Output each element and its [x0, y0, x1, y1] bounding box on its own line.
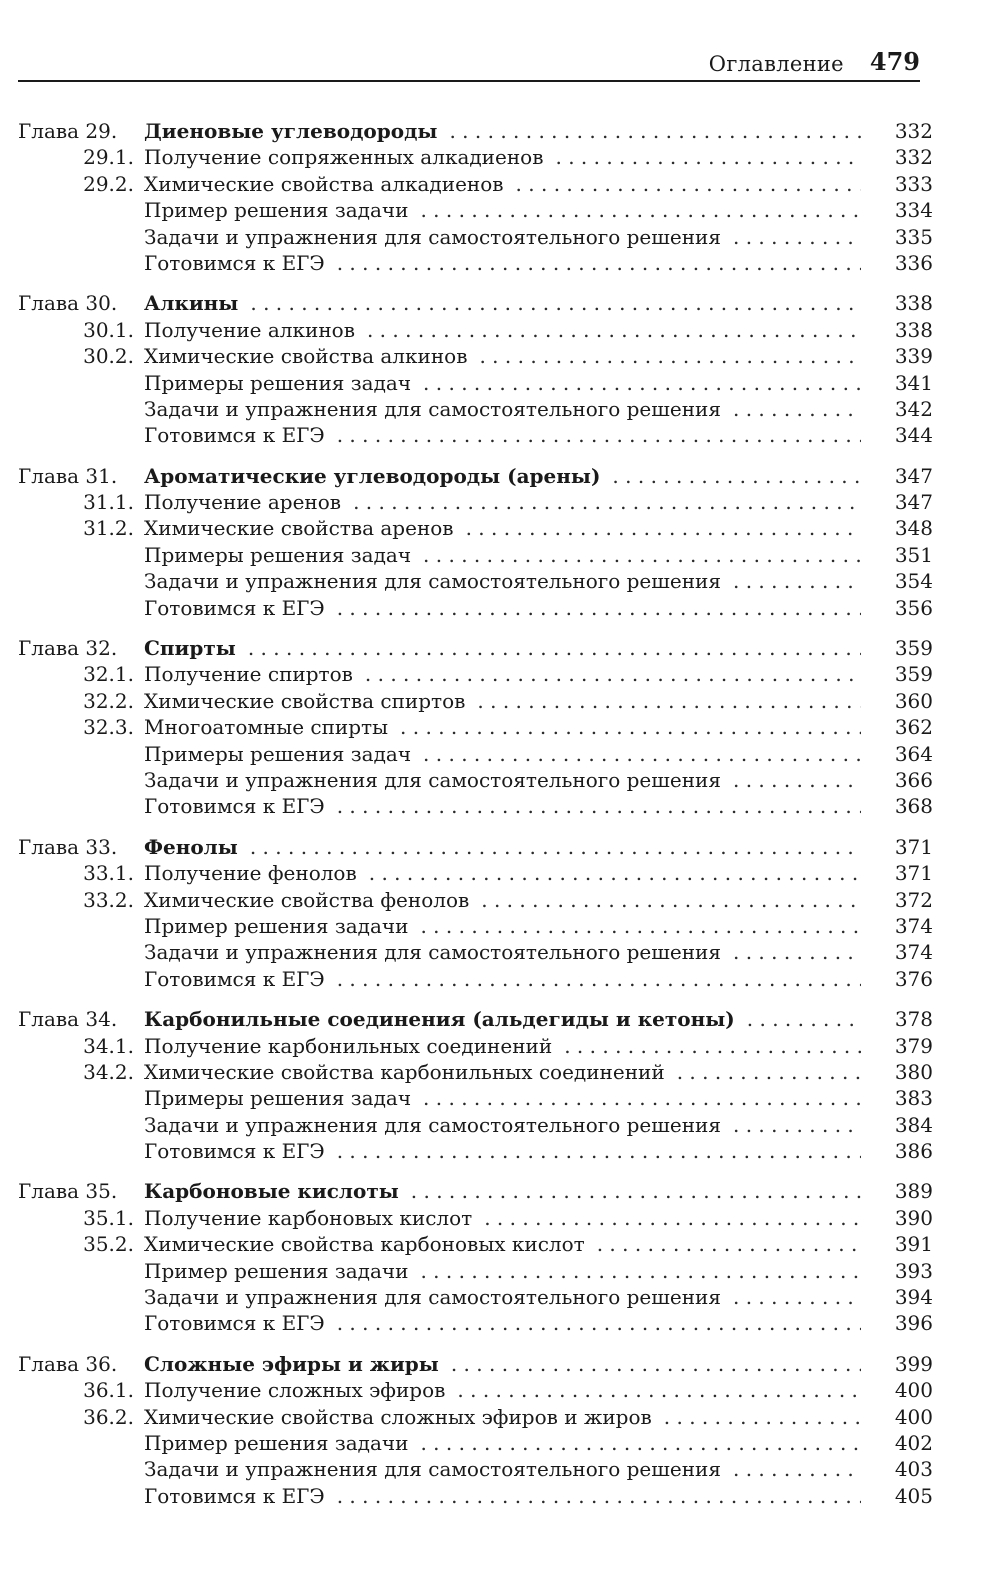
entry-page: 351 — [894, 542, 933, 567]
dot-leader — [337, 595, 861, 621]
section-entry[interactable] — [18, 1456, 933, 1482]
entry-title: Примеры решения задач — [144, 741, 412, 766]
dot-leader — [555, 144, 861, 170]
section-entry[interactable] — [18, 688, 933, 714]
entry-number: Глава 30. — [18, 291, 118, 316]
dot-leader — [248, 635, 861, 661]
section-entry[interactable] — [18, 741, 933, 767]
chapter-entry[interactable] — [18, 635, 933, 661]
entry-title: Карбоновые кислоты — [144, 1179, 399, 1204]
entry-page: 400 — [894, 1378, 933, 1403]
section-entry[interactable] — [18, 793, 933, 819]
dot-leader — [457, 1377, 861, 1403]
entry-number: 29.2. — [83, 171, 134, 196]
entry-number: Глава 35. — [18, 1179, 118, 1204]
entry-title: Ароматические углеводороды (арены) — [144, 463, 601, 488]
entry-title: Химические свойства алкадиенов — [144, 171, 504, 196]
entry-page: 380 — [894, 1059, 933, 1084]
entry-number: Глава 34. — [18, 1007, 118, 1032]
entry-page: 359 — [894, 636, 933, 661]
entry-title: Готовимся к ЕГЭ — [144, 1139, 325, 1164]
dot-leader — [733, 396, 861, 422]
section-entry[interactable] — [18, 767, 933, 793]
chapter-entry[interactable] — [18, 1351, 933, 1377]
dot-leader — [411, 1178, 861, 1204]
chapter-block — [18, 1006, 933, 1164]
section-entry[interactable] — [18, 1483, 933, 1509]
section-entry[interactable] — [18, 343, 933, 369]
dot-leader — [479, 343, 861, 369]
section-entry[interactable] — [18, 1205, 933, 1231]
section-entry[interactable] — [18, 939, 933, 965]
section-entry[interactable] — [18, 966, 933, 992]
entry-number: 35.1. — [83, 1205, 134, 1230]
entry-title: Задачи и упражнения для самостоятельного решения — [144, 1112, 721, 1137]
dot-leader — [250, 834, 861, 860]
entry-number: 30.2. — [83, 344, 134, 369]
entry-page: 338 — [894, 291, 933, 316]
entry-page: 371 — [894, 861, 933, 886]
entry-page: 389 — [894, 1179, 933, 1204]
dot-leader — [733, 939, 861, 965]
section-entry[interactable] — [18, 714, 933, 740]
section-entry[interactable] — [18, 661, 933, 687]
entry-number: 29.1. — [83, 145, 134, 170]
entry-title: Готовимся к ЕГЭ — [144, 250, 325, 275]
section-entry[interactable] — [18, 860, 933, 886]
entry-title: Химические свойства спиртов — [144, 688, 466, 713]
entry-page: 332 — [894, 145, 933, 170]
entry-page: 364 — [894, 741, 933, 766]
section-entry[interactable] — [18, 887, 933, 913]
chapter-block — [18, 118, 933, 276]
chapter-entry[interactable] — [18, 290, 933, 316]
dot-leader — [747, 1006, 861, 1032]
dot-leader — [612, 463, 861, 489]
section-entry[interactable] — [18, 224, 933, 250]
entry-title: Задачи и упражнения для самостоятельного решения — [144, 1285, 721, 1310]
section-entry[interactable] — [18, 197, 933, 223]
dot-leader — [337, 1138, 861, 1164]
dot-leader — [664, 1404, 861, 1430]
dot-leader — [337, 966, 861, 992]
entry-page: 403 — [894, 1457, 933, 1482]
dot-leader — [564, 1033, 861, 1059]
dot-leader — [449, 118, 861, 144]
section-entry[interactable] — [18, 144, 933, 170]
entry-page: 362 — [894, 715, 933, 740]
entry-page: 336 — [894, 250, 933, 275]
dot-leader — [733, 767, 861, 793]
dot-leader — [423, 1085, 861, 1111]
page-number: 479 — [869, 47, 920, 76]
entry-number: 36.2. — [83, 1404, 134, 1429]
entry-title: Задачи и упражнения для самостоятельного решения — [144, 396, 721, 421]
chapter-block — [18, 1178, 933, 1336]
entry-number: 35.2. — [83, 1232, 134, 1257]
entry-page: 342 — [894, 396, 933, 421]
section-entry[interactable] — [18, 913, 933, 939]
entry-title: Химические свойства сложных эфиров и жиров — [144, 1404, 652, 1429]
entry-title: Химические свойства карбоновых кислот — [144, 1232, 585, 1257]
entry-page: 393 — [894, 1258, 933, 1283]
entry-title: Готовимся к ЕГЭ — [144, 1311, 325, 1336]
dot-leader — [477, 688, 861, 714]
entry-title: Пример решения задачи — [144, 1258, 409, 1283]
chapter-block — [18, 834, 933, 992]
entry-page: 390 — [894, 1205, 933, 1230]
section-entry[interactable] — [18, 250, 933, 276]
entry-title: Задачи и упражнения для самостоятельного решения — [144, 569, 721, 594]
entry-page: 341 — [894, 370, 933, 395]
dot-leader — [733, 568, 861, 594]
chapter-entry[interactable] — [18, 118, 933, 144]
dot-leader — [420, 1430, 861, 1456]
entry-title: Пример решения задачи — [144, 1430, 409, 1455]
entry-page: 376 — [894, 966, 933, 991]
entry-page: 374 — [894, 940, 933, 965]
dot-leader — [420, 197, 861, 223]
entry-page: 405 — [894, 1483, 933, 1508]
section-entry[interactable] — [18, 422, 933, 448]
section-entry[interactable] — [18, 1284, 933, 1310]
entry-page: 372 — [894, 887, 933, 912]
dot-leader — [597, 1231, 861, 1257]
entry-title: Химические свойства фенолов — [144, 887, 470, 912]
entry-number: 36.1. — [83, 1378, 134, 1403]
section-entry[interactable] — [18, 595, 933, 621]
entry-title: Фенолы — [144, 834, 238, 859]
section-entry[interactable] — [18, 317, 933, 343]
entry-page: 360 — [894, 688, 933, 713]
dot-leader — [337, 1483, 861, 1509]
entry-title: Готовимся к ЕГЭ — [144, 966, 325, 991]
entry-page: 379 — [894, 1033, 933, 1058]
dot-leader — [353, 489, 861, 515]
chapter-entry[interactable] — [18, 463, 933, 489]
entry-number: Глава 32. — [18, 636, 118, 661]
entry-title: Готовимся к ЕГЭ — [144, 595, 325, 620]
entry-title: Химические свойства аренов — [144, 516, 454, 541]
dot-leader — [367, 317, 861, 343]
entry-page: 368 — [894, 794, 933, 819]
entry-page: 383 — [894, 1086, 933, 1111]
entry-page: 396 — [894, 1311, 933, 1336]
entry-page: 386 — [894, 1139, 933, 1164]
dot-leader — [423, 542, 861, 568]
entry-title: Получение аренов — [144, 490, 342, 515]
section-entry[interactable] — [18, 489, 933, 515]
section-entry[interactable] — [18, 1258, 933, 1284]
dot-leader — [481, 887, 861, 913]
dot-leader — [420, 1258, 861, 1284]
entry-title: Получение сложных эфиров — [144, 1378, 446, 1403]
section-entry[interactable] — [18, 542, 933, 568]
running-head — [18, 44, 920, 82]
entry-number: 30.1. — [83, 317, 134, 342]
entry-number: 34.2. — [83, 1059, 134, 1084]
entry-title: Спирты — [144, 636, 236, 661]
chapter-block — [18, 1351, 933, 1509]
entry-page: 347 — [894, 463, 933, 488]
entry-page: 338 — [894, 317, 933, 342]
entry-page: 335 — [894, 224, 933, 249]
dot-leader — [420, 913, 861, 939]
chapter-entry[interactable] — [18, 834, 933, 860]
section-entry[interactable] — [18, 1138, 933, 1164]
entry-number: Глава 31. — [18, 463, 118, 488]
section-entry[interactable] — [18, 1430, 933, 1456]
dot-leader — [365, 661, 861, 687]
dot-leader — [337, 793, 861, 819]
entry-title: Примеры решения задач — [144, 542, 412, 567]
entry-page: 339 — [894, 344, 933, 369]
section-entry[interactable] — [18, 1112, 933, 1138]
entry-title: Задачи и упражнения для самостоятельного решения — [144, 224, 721, 249]
section-entry[interactable] — [18, 396, 933, 422]
entry-page: 366 — [894, 767, 933, 792]
dot-leader — [423, 370, 861, 396]
entry-title: Получение спиртов — [144, 662, 353, 687]
dot-leader — [677, 1059, 861, 1085]
entry-number: 32.2. — [83, 688, 134, 713]
dot-leader — [400, 714, 861, 740]
table-of-contents — [18, 118, 933, 1523]
dot-leader — [369, 860, 861, 886]
entry-number: Глава 33. — [18, 834, 118, 859]
entry-number: 32.1. — [83, 662, 134, 687]
entry-page: 348 — [894, 516, 933, 541]
entry-number: 34.1. — [83, 1033, 134, 1058]
dot-leader — [516, 171, 861, 197]
entry-page: 332 — [894, 119, 933, 143]
entry-title: Карбонильные соединения (альдегиды и кетоны) — [144, 1007, 735, 1032]
entry-title: Готовимся к ЕГЭ — [144, 794, 325, 819]
entry-page: 402 — [894, 1430, 933, 1455]
entry-title: Получение фенолов — [144, 861, 357, 886]
section-entry[interactable] — [18, 1033, 933, 1059]
entry-page: 374 — [894, 913, 933, 938]
section-entry[interactable] — [18, 370, 933, 396]
section-entry[interactable] — [18, 171, 933, 197]
dot-leader — [337, 250, 861, 276]
entry-title: Получение карбоновых кислот — [144, 1205, 473, 1230]
entry-page: 359 — [894, 662, 933, 687]
entry-title: Получение алкинов — [144, 317, 355, 342]
dot-leader — [733, 1456, 861, 1482]
entry-title: Сложные эфиры и жиры — [144, 1351, 439, 1376]
dot-leader — [250, 290, 861, 316]
entry-number: Глава 36. — [18, 1351, 118, 1376]
chapter-entry[interactable] — [18, 1178, 933, 1204]
dot-leader — [337, 422, 861, 448]
section-entry[interactable] — [18, 1404, 933, 1430]
section-entry[interactable] — [18, 1231, 933, 1257]
entry-title: Задачи и упражнения для самостоятельного решения — [144, 940, 721, 965]
entry-title: Получение карбонильных соединений — [144, 1033, 553, 1058]
section-entry[interactable] — [18, 1059, 933, 1085]
entry-title: Готовимся к ЕГЭ — [144, 423, 325, 448]
entry-title: Химические свойства алкинов — [144, 344, 468, 369]
entry-title: Примеры решения задач — [144, 1086, 412, 1111]
dot-leader — [733, 1284, 861, 1310]
entry-number: 33.2. — [83, 887, 134, 912]
entry-page: 394 — [894, 1285, 933, 1310]
entry-title: Многоатомные спирты — [144, 715, 389, 740]
entry-number: Глава 29. — [18, 119, 118, 143]
entry-page: 378 — [894, 1007, 933, 1032]
chapter-block — [18, 463, 933, 621]
chapter-block — [18, 635, 933, 820]
section-entry[interactable] — [18, 1377, 933, 1403]
dot-leader — [337, 1310, 861, 1336]
chapter-block — [18, 290, 933, 448]
entry-page: 356 — [894, 595, 933, 620]
entry-title: Получение сопряженных алкадиенов — [144, 145, 544, 170]
entry-title: Задачи и упражнения для самостоятельного решения — [144, 1457, 721, 1482]
entry-page: 347 — [894, 490, 933, 515]
entry-title: Пример решения задачи — [144, 198, 409, 223]
dot-leader — [733, 1112, 861, 1138]
entry-title: Алкины — [144, 291, 239, 316]
section-entry[interactable] — [18, 1310, 933, 1336]
entry-number: 31.1. — [83, 490, 134, 515]
entry-page: 400 — [894, 1404, 933, 1429]
entry-title: Пример решения задачи — [144, 913, 409, 938]
chapter-entry[interactable] — [18, 1006, 933, 1032]
dot-leader — [484, 1205, 861, 1231]
entry-page: 384 — [894, 1112, 933, 1137]
entry-page: 333 — [894, 171, 933, 196]
entry-number: 33.1. — [83, 861, 134, 886]
entry-title: Диеновые углеводороды — [144, 119, 438, 143]
entry-number: 32.3. — [83, 715, 134, 740]
entry-page: 334 — [894, 198, 933, 223]
entry-title: Примеры решения задач — [144, 370, 412, 395]
section-entry[interactable] — [18, 568, 933, 594]
entry-page: 391 — [894, 1232, 933, 1257]
entry-page: 344 — [894, 423, 933, 448]
entry-title: Задачи и упражнения для самостоятельного решения — [144, 767, 721, 792]
entry-page: 399 — [894, 1351, 933, 1376]
entry-page: 371 — [894, 834, 933, 859]
section-entry[interactable] — [18, 515, 933, 541]
running-title: Оглавление — [708, 52, 844, 76]
dot-leader — [423, 741, 861, 767]
entry-page: 354 — [894, 569, 933, 594]
entry-number: 31.2. — [83, 516, 134, 541]
dot-leader — [466, 515, 861, 541]
dot-leader — [733, 224, 861, 250]
section-entry[interactable] — [18, 1085, 933, 1111]
dot-leader — [451, 1351, 861, 1377]
entry-title: Готовимся к ЕГЭ — [144, 1483, 325, 1508]
entry-title: Химические свойства карбонильных соединений — [144, 1059, 665, 1084]
